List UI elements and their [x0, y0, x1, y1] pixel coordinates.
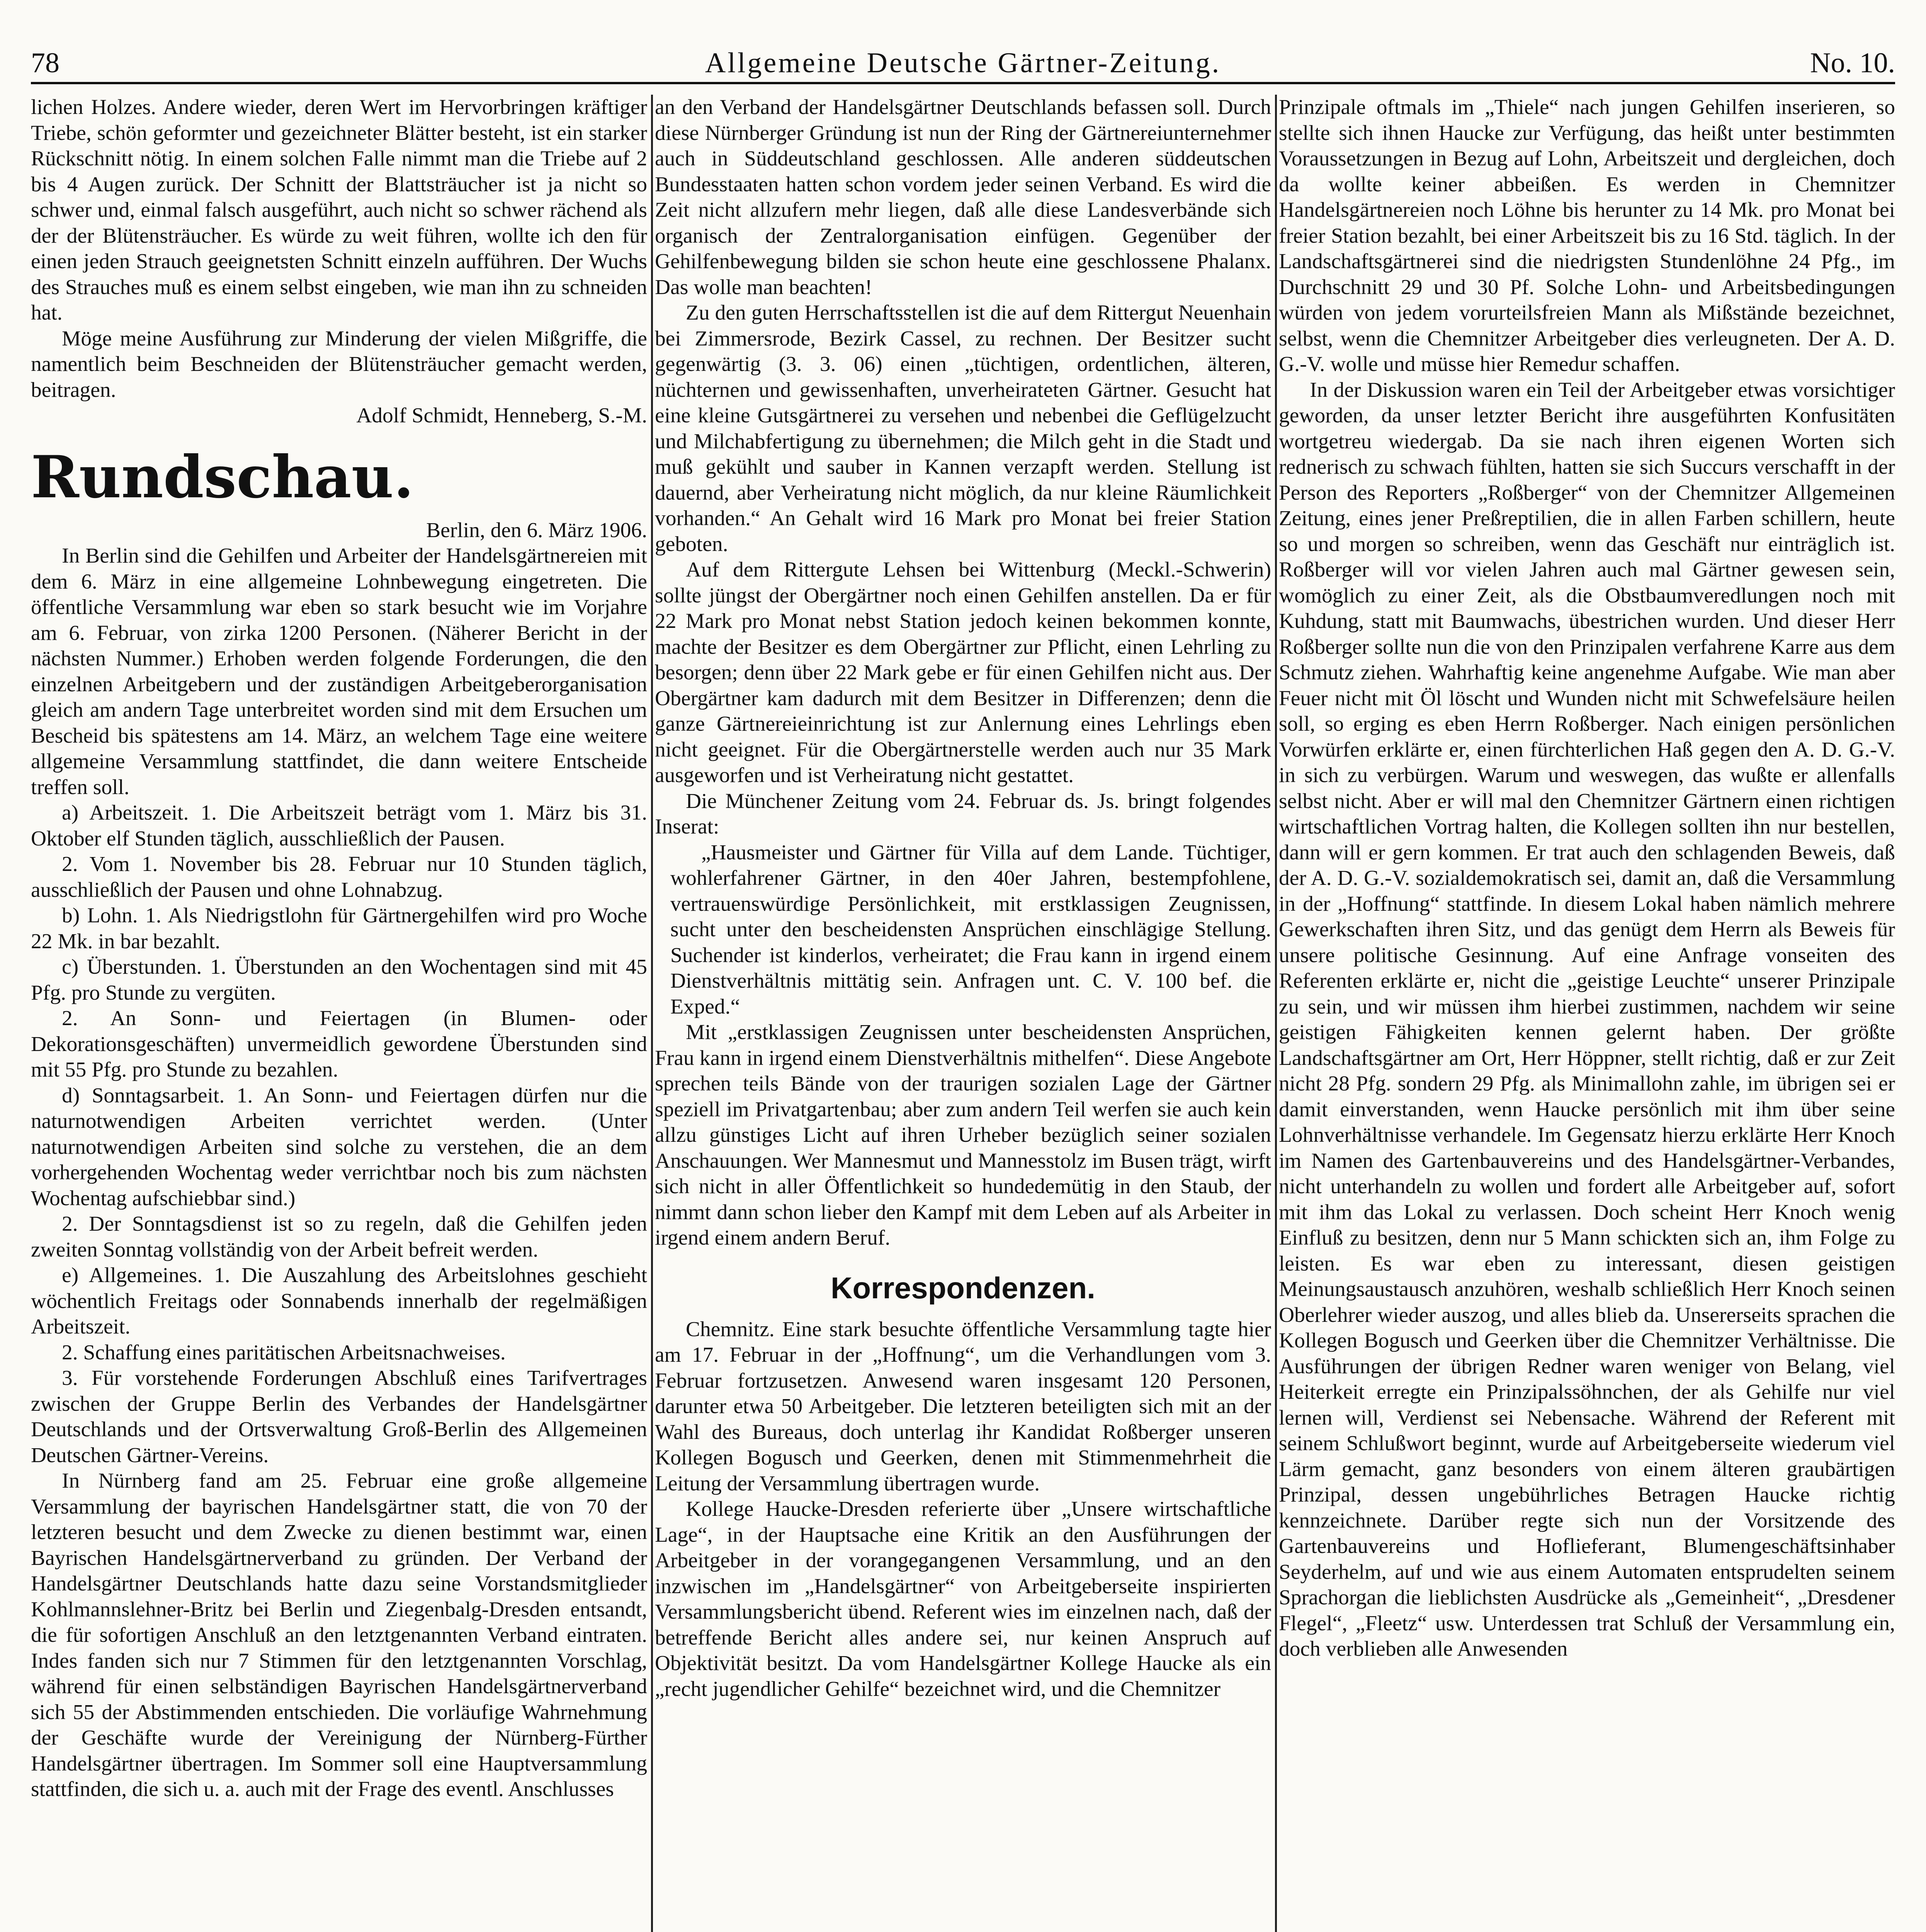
paragraph: In Nürnberg fand am 25. Februar eine große allgemeine Versammlung der bayrischen Handelsgärtner statt, die von 70 der letzteren besucht und dem Zwecke zu dienen bestimmt war, einen Bayrischen Handelsgärtnerverband zu gründen. Der Verband der Handelsgärtner Deutschlands hatte dazu seine Vorstandsmitglieder Kohlmannslehner-Britz bei Berlin und Ziegenbalg-Dresden entsandt, die für sofortigen Anschluß an den letztgenannten Verband eintraten. Indes fanden sich nur 7 Stimmen für den letztgenannten Vorschlag, während für einen selbständigen Bayrischen Handelsgärtnerverband sich 55 der Abstimmenden entschieden. Die vorläufige Wahrnehmung der Geschäfte wurde der Vereinigung der Nürnberg-Fürther Handelsgärtner übertragen. Im Sommer soll eine Hauptversammlung stattfinden, die sich u. a. auch mit der Frage des eventl. Anschlusses: [31, 1469, 647, 1801]
paragraph: Auf dem Rittergute Lehsen bei Wittenburg (Meckl.-Schwerin) sollte jüngst der Obergärtner noch einen Gehilfen anstellen. Da er für 22 Mark pro Monat nebst Station jedoch keinen bekommen konnte, machte der Besitzer es dem Obergärtner zur Pflicht, einen Lehrling zu besorgen; denn über 22 Mark gebe er für einen Gehilfen nicht aus. Der Obergärtner kam dadurch mit dem Besitzer in Differenzen; denn die ganze Gärtnereieinrichtung ist zur Anlernung eines Lehrlings eben nicht geeignet. Für die Obergärtnerstelle werden auch nur 35 Mark ausgeworfen und ist Verheiratung nicht gestattet.: [655, 558, 1271, 787]
column-separator: [651, 95, 653, 1932]
paragraph: In der Diskussion waren ein Teil der Arbeitgeber etwas vorsichtiger geworden, da unser letzter Bericht ihre ausgeführten Konfusitäten wortgetreu wiedergab. Da sie nach ihren eigenen Worten sich rednerisch zu schwach fühlten, hatten sie sich Succurs verschafft in der Person des Reporters „Roßberger“ von der Chemnitzer Allgemeinen Zeitung, eines jener Preßreptilien, die in allen Farben schillern, heute so und morgen so schreiben, wenn das Geschäft nur einträglich ist. Roßberger will vor vielen Jahren auch mal Gärtner gewesen sein, womöglich zu einer Zeit, als die Obstbaumveredlungen noch mit Kuhdung, statt mit Baumwachs, übestrichen wurden. Und dieser Herr Roßberger sollte nun die von den Prinzipalen verfahrene Karre aus dem Schmutz ziehen. Wahrhaftig keine angenehme Aufgabe. Wie man aber Feuer nicht mit Öl löscht und Wunden nicht mit Schwefelsäure heilen soll, so erging es eben Herrn Roßberger. Nach einigen persönlichen Vorwürfen erklärte er, einen fürchterlichen Haß gegen den A. D. G.-V. in sich zu verbürgen. Warum und weswegen, das wußte er allenfalls selbst nicht. Aber er will mal den Chemnitzer Gärtnern einen richtigen wirtschaftlichen Vortrag halten, die Kollegen sollten ihn nur bestellen, dann will er gern kommen. Er trat auch den schlagenden Beweis, daß der A. D. G.-V. sozialdemokratisch sei, damit an, daß die Versammlung in der „Hoffnung“ stattfinde. In diesem Lokal haben nämlich mehrere Gewerkschaften ihren Sitz, und das genügt dem Herrn als Beweis für unsere politische Gesinnung. Auf eine Anfrage vonseiten des Referenten erklärte er, nicht die „geistige Leuchte“ unserer Prinzipale zu sein, und wir müssen ihm hierbei zustimmen, nachdem wir seine geistigen Fähigkeiten kennen gelernt haben. Der größte Landschaftsgärtner am Ort, Herr Höppner, stellt richtig, daß er zur Zeit nicht 28 Pfg. sondern 29 Pfg. als Minimallohn zahle, im übrigen sei er damit einverstanden, wenn Haucke persönlich mit ihm über seine Lohnverhältnisse verhandele. Im Gegensatz hierzu erklärte Herr Knoch im Namen des Gartenbauvereins und des Handelsgärtner-Verbandes, nicht unterhandeln zu wollen und fordert alle Arbeitgeber auf, sofort mit ihm das Lokal zu verlassen. Doch scheint Herr Knoch wenig Einfluß zu besitzen, denn nur 5 Mann schickten sich an, ihm Folge zu leisten. Es war eben zu interessant, diesen geistigen Meinungsaustausch anzuhören, weshalb schließlich Herr Knoch seinen Oberlehrer wieder auszog, und alles blieb da. Unsererseits sprachen die Kollegen Bogusch und Geerken über die Chemnitzer Verhältnisse. Die Ausführungen der übrigen Redner waren weniger von Belang, viel Heiterkeit erregte ein Prinzipalssöhnchen, der als Gehilfe nur viel lernen will, Verdienst sei Nebensache. Während der Referent mit seinem Schlußwort beginnt, wurde auf Arbeitgeberseite wiederum viel Lärm gemacht, ganz besonders von einem älteren graubärtigen Prinzipal, dessen ungebührliches Betragen Haucke richtig kennzeichnete. Darüber regte sich nun der Vorsitzende des Gartenbauvereins und Hoflieferant, Blumengeschäftsinhaber Seyderhelm, auf und wie aus einem Automaten entsprudelten seinem Sprachorgan die lieblichsten Ausdrücke als „Gemeinheit“, „Dresdener Flegel“, „Fleetz“ usw. Unterdessen trat Schluß der Versammlung ein, doch verblieben alle Anwesenden: [1279, 378, 1895, 1661]
dateline: Berlin, den 6. März 1906.: [426, 518, 647, 542]
page-header: [31, 46, 1895, 80]
paragraph: c) Überstunden. 1. Überstunden an den Wochentagen sind mit 45 Pfg. pro Stunde zu vergüten.: [31, 955, 647, 1005]
quoted-advertisement: „Hausmeister und Gärtner für Villa auf dem Lande. Tüchtiger, wohlerfahrener Gärtner, in den 40er Jahren, bestempfohlene, vertrauenswürdige Persönlichkeit, mit erstklassigen Zeugnissen, sucht unter den bescheidensten Ansprüchen einschlägige Stellung. Suchender ist kinderlos, verheiratet; die Frau kann in irgend einem Dienstverhältnis mittätig sein. Anfragen unt. C. V. 100 bef. die Exped.“: [670, 840, 1271, 1019]
paragraph: Kollege Haucke-Dresden referierte über „Unsere wirtschaftliche Lage“, in der Hauptsache eine Kritik an den Ausführungen der Arbeitgeber in der vorangegangenen Versammlung, und an den inzwischen im „Handelsgärtner“ von Arbeitgeberseite inspirierten Versammlungsbericht übend. Referent wies im einzelnen nach, daß der betreffende Bericht alles andere sei, nur keinen Anspruch auf Objektivität besitzt. Da vom Handelsgärtner Kollege Haucke als ein „recht jugendlicher Gehilfe“ bezeichnet wird, und die Chemnitzer: [655, 1497, 1271, 1701]
column-3: [1279, 95, 1895, 1662]
paragraph: In Berlin sind die Gehilfen und Arbeiter der Handelsgärtnereien mit dem 6. März in eine allgemeine Lohnbewegung eingetreten. Die öffentliche Versammlung war eben so stark besucht wie im Vorjahre am 6. Februar, von zirka 1200 Personen. (Näherer Bericht in der nächsten Nummer.) Erhoben werden folgende Forderungen, die den einzelnen Arbeitgebern und der zuständigen Arbeitgeberorganisation gleich am andern Tage unterbreitet worden sind mit dem Ersuchen um Bescheid bis spätestens am 14. März, an welchem Tage eine weitere allgemeine Versammlung stattfindet, die dann weitere Entscheide treffen soll.: [31, 544, 647, 799]
paragraph: 2. Der Sonntagsdienst ist so zu regeln, daß die Gehilfen jeden zweiten Sonntag vollständig von der Arbeit befreit werden.: [31, 1212, 647, 1262]
section-heading-korrespondenzen: Korrespondenzen.: [831, 1270, 1095, 1305]
paragraph: 3. Für vorstehende Forderungen Abschluß eines Tarifvertrages zwischen der Gruppe Berlin des Verbandes der Handelsgärtner Deutschlands und der Ortsverwaltung Groß-Berlin des Allgemeinen Deutschen Gärtner-Vereins.: [31, 1366, 647, 1467]
paragraph: e) Allgemeines. 1. Die Auszahlung des Arbeitslohnes geschieht wöchentlich Freitags oder Sonnabends innerhalb der regelmäßigen Arbeitszeit.: [31, 1264, 647, 1338]
paragraph: Zu den guten Herrschaftsstellen ist die auf dem Rittergut Neuenhain bei Zimmersrode, Bezirk Cassel, zu rechnen. Der Besitzer sucht gegenwärtig (3. 3. 06) einen „tüchtigen, ordentlichen, älteren, nüchternen und gewissenhaften, unverheirateten Gärtner. Gesucht hat eine kleine Gutsgärtnerei zu versehen und nebenbei die Geflügelzucht und Milchabfertigung zu übernehmen; die Milch geht in die Stadt und muß gekühlt und sauber in Kannen verzapft werden. Stellung ist dauernd, aber Verheiratung nicht möglich, da nur kleine Räumlichkeit vorhanden.“ An Gehalt wird 16 Mark pro Monat bei freier Station geboten.: [655, 301, 1271, 556]
column-1: [31, 95, 647, 1803]
column-separator: [1275, 95, 1277, 1932]
author-signature: Adolf Schmidt, Henneberg, S.-M.: [356, 404, 647, 427]
paragraph: Prinzipale oftmals im „Thiele“ nach jungen Gehilfen inserieren, so stellte sich ihnen Haucke zur Verfügung, das heißt unter bestimmten Voraussetzungen in Bezug auf Lohn, Arbeitszeit und dergleichen, doch da wollte keiner abbeißen. Es werden in Chemnitzer Handelsgärtnereien noch Löhne bis herunter zu 14 Mk. pro Monat bei freier Station bezahlt, bei einer Arbeitszeit bis zu 16 Std. täglich. In der Landschaftsgärtnerei sind die niedrigsten Stundenlöhne 24 Pfg., im Durchschnitt 29 und 30 Pf. Solche Lohn- und Arbeitsbedingungen würden von jedem vorurteilsfreien Mann als Mißstände bezeichnet, selbst, wenn die Chemnitzer Arbeitgeber dies verleugneten. Der A. D. G.-V. wolle und müsse hier Remedur schaffen.: [1279, 95, 1895, 376]
paragraph: 2. An Sonn- und Feiertagen (in Blumen- oder Dekorationsgeschäften) unvermeidlich gewordene Überstunden sind mit 55 Pfg. pro Stunde zu bezahlen.: [31, 1007, 647, 1082]
paragraph: Chemnitz. Eine stark besuchte öffentliche Versammlung tagte hier am 17. Februar in der „Hoffnung“, um die Verhandlungen vom 3. Februar fortzusetzen. Anwesend waren insgesamt 120 Personen, darunter etwa 50 Arbeitgeber. Die letzteren beteiligten sich mit an der Wahl des Bureaus, doch unterlag ihr Kandidat Roßberger unseren Kollegen Bogusch und Geerken, denen mit Stimmenmehrheit die Leitung der Versammlung übertragen wurde.: [655, 1317, 1271, 1495]
paragraph: b) Lohn. 1. Als Niedrigstlohn für Gärtnergehilfen wird pro Woche 22 Mk. in bar bezahlt.: [31, 904, 647, 953]
paragraph: d) Sonntagsarbeit. 1. An Sonn- und Feiertagen dürfen nur die naturnotwendigen Arbeiten verrichtet werden. (Unter naturnotwendigen Arbeiten sind solche zu verstehen, die an dem vorhergehenden Wochentag weder verrichtbar noch bis zum nächsten Wochentag aufschiebbar sind.): [31, 1083, 647, 1210]
paragraph: Möge meine Ausführung zur Minderung der vielen Mißgriffe, die namentlich beim Beschneiden der Blütensträucher gemacht werden, beitragen.: [31, 327, 647, 402]
paragraph: Mit „erstklassigen Zeugnissen unter bescheidensten Ansprüchen, Frau kann in irgend einem Dienstverhältnis mithelfen“. Diese Angebote sprechen teils Bände von der traurigen sozialen Lage der Gärtner speziell im Privatgartenbau; aber zum andern Teil werfen sie auch kein allzu günstiges Licht auf ihren Urheber bezüglich seiner sozialen Anschauungen. Wer Mannesmut und Mannesstolz im Busen trägt, wirft sich nicht in aller Öffentlichkeit so hundedemütig in den Staub, der nimmt dann schon lieber den Kampf mit dem Leben auf als Arbeiter in irgend einem andern Beruf.: [655, 1020, 1271, 1250]
paragraph: 2. Vom 1. November bis 28. Februar nur 10 Stunden täglich, ausschließlich der Pausen und ohne Lohnabzug.: [31, 852, 647, 902]
paragraph: a) Arbeitszeit. 1. Die Arbeitszeit beträgt vom 1. März bis 31. Oktober elf Stunden täglich, ausschließlich der Pausen.: [31, 801, 647, 850]
paragraph: Die Münchener Zeitung vom 24. Februar ds. Js. bringt folgendes Inserat:: [655, 789, 1271, 838]
issue-number: No. 10.: [1810, 47, 1895, 79]
newspaper-title: Allgemeine Deutsche Gärtner-Zeitung.: [705, 47, 1221, 79]
paragraph: an den Verband der Handelsgärtner Deutschlands befassen soll. Durch diese Nürnberger Gründung ist nun der Ring der Gärtnereiunternehmer auch in Süddeutschland geschlossen. Alle anderen süddeutschen Bundesstaaten hatten schon vordem jeder seinen Verband. Es wird die Zeit nicht allzufern mehr liegen, daß alle diese Landesverbände sich organisch der Zentralorganisation einfügen. Gegenüber der Gehilfenbewegung bilden sie schon heute eine geschlossene Phalanx. Das wolle man beachten!: [655, 95, 1271, 299]
column-2: [655, 95, 1271, 1702]
page-number: 78: [31, 47, 59, 79]
paragraph: lichen Holzes. Andere wieder, deren Wert im Hervorbringen kräftiger Triebe, schön geformter und gezeichneter Blätter besteht, ist ein starker Rückschnitt nötig. In einem solchen Falle nimmt man die Triebe auf 2 bis 4 Augen zurück. Der Schnitt der Blattsträucher ist ja nicht so schwer und, einmal falsch ausgeführt, auch nicht so schwer rächend als der der Blütensträucher. Es würde zu weit führen, wollte ich den für einen jeden Strauch geeignetsten Schnitt einzeln aufführen. Der Wuchs des Strauches muß es einem selbst eingeben, wie man ihn zu schneiden hat.: [31, 95, 647, 325]
header-rule: [31, 82, 1895, 84]
paragraph: 2. Schaffung eines paritätischen Arbeitsnachweises.: [62, 1340, 506, 1364]
section-heading-rundschau: Rundschau.: [31, 443, 414, 511]
